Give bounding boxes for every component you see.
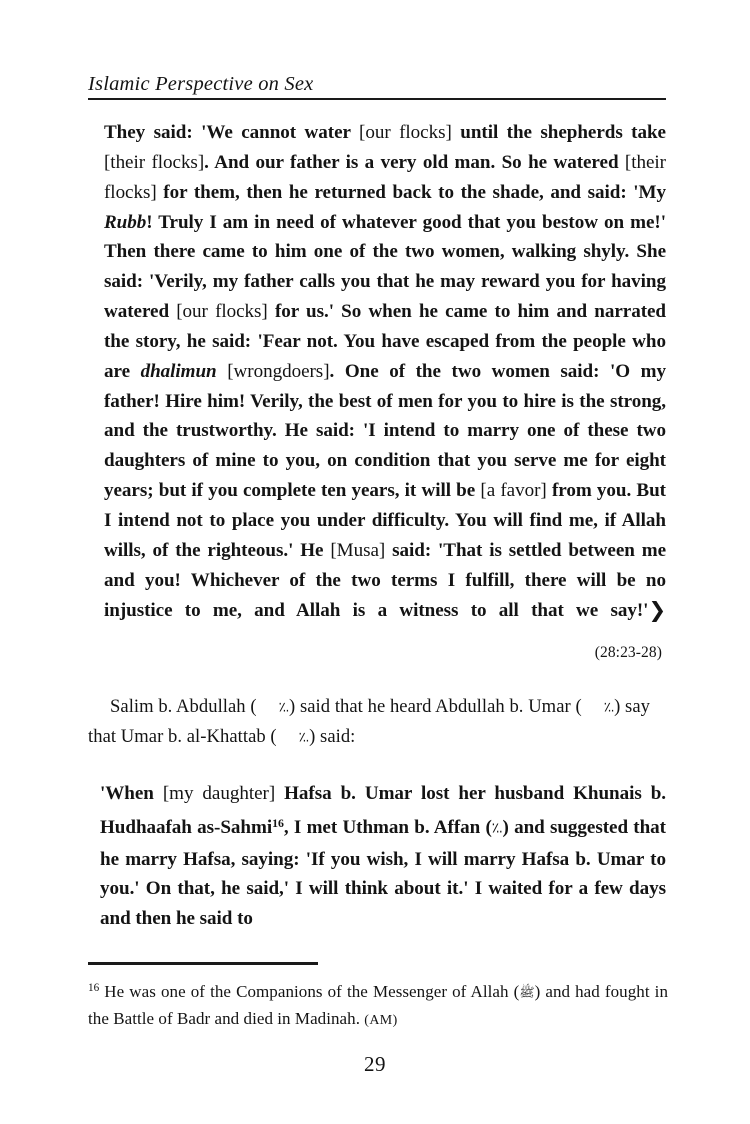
radiyallahu-anhu-glyph: ؉	[298, 729, 310, 746]
editorial-insertion: [wrongdoers]	[227, 360, 330, 382]
footnote-marker: 16	[88, 982, 100, 994]
editorial-insertion: [their flocks]	[104, 151, 205, 173]
editorial-insertion: [our flocks]	[176, 301, 268, 323]
attribution-initials: (AM)	[364, 1013, 398, 1029]
transliterated-term: Rubb	[104, 211, 147, 233]
radiyallahu-anhu-glyph: ؉	[603, 699, 615, 716]
transliterated-term: dhalimun	[140, 360, 217, 382]
quran-closing-bracket-icon: ❯	[648, 597, 666, 622]
scripture-quotation: They said: 'We cannot water [our flocks] until the shepherds take [their flocks]. And our father is a very old man. So he watered [their flocks] for them, then he returned back to the shade, and said: 'My Rubb! Truly I am in need of whatever good that you bestow on me!' Then there came to him one of the two women, walking shyly. She said: 'Verily, my father calls you that he may reward you for having watered [our flocks] for us.' So when he came to him and narrated the story, he said: 'Fear not. You have escaped from the people who are dhalimun [wrongdoers]. One of the two women said: 'O my father! Hire him! Verily, the best of men for you to hire is the strong, and the trustworthy. He said: 'I intend to marry one of these two daughters of mine to you, on condition that you serve me for eight years; but if you complete ten years, it will be [a favor] from you. But I intend not to place you under difficulty. You will find me, if Allah wills, of the righteous.' He [Musa] said: 'That is settled between me and you! Whichever of the two terms I fulfill, there will be no injustice to me, and Allah is a witness to all that we say!'❯	[104, 122, 666, 622]
narration-chain: Salim b. Abdullah ( ؉) said that he heard Abdullah b. Umar ( ؉) say that Umar b. al-Khattab ( ؉) said:	[88, 693, 668, 752]
editorial-insertion: [my daughter]	[162, 783, 276, 805]
editorial-insertion: [a favor]	[480, 480, 547, 502]
radiyallahu-anhu-glyph: ؉	[278, 699, 290, 716]
verse-reference: (28:23-28)	[594, 644, 662, 662]
radiyallahu-anhu-glyph: ؉	[491, 820, 503, 837]
footnote-reference-marker: 16	[272, 815, 284, 830]
sallallahu-alayhi-wasallam-glyph: ﷺ	[519, 984, 535, 1000]
editorial-insertion: [our flocks]	[359, 122, 452, 143]
running-head-title: Islamic Perspective on Sex	[88, 73, 314, 95]
editorial-insertion: [their flocks]	[104, 151, 666, 203]
running-head	[88, 74, 666, 100]
footnote-separator-rule	[88, 962, 318, 965]
footnote-zone	[88, 962, 668, 1034]
footnote-entry: $^{16}$ He was one of the Companions of the Messenger of Allah (ﷺ) and had fought in the Battle of Badr and died in Madinah. (AM)	[88, 975, 668, 1034]
hadith-quotation: 'When [my daughter] Hafsa b. Umar lost her husband Khunais b. Hudhaafah as-Sahmi$^{16}$, I met Uthman b. Affan (؉) and suggested that he marry Hafsa, saying: 'If you wish, I will marry Hafsa b. Umar to you.' On that, he said,' I will think about it.' I waited for a few days and then he said to	[100, 783, 667, 929]
editorial-insertion: [Musa]	[330, 539, 386, 561]
text-column	[88, 118, 668, 933]
page-number: 29	[364, 1052, 386, 1076]
